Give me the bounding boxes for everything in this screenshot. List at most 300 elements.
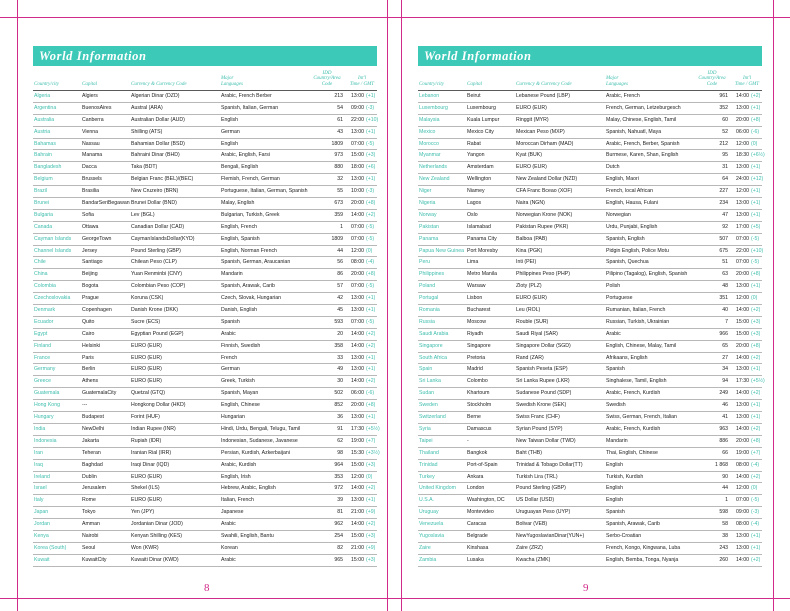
- country-cell: Ireland: [34, 473, 50, 480]
- capital-cell: Bucharest: [467, 307, 491, 314]
- currency-cell: Spanish Peseta (ESP): [516, 366, 568, 373]
- header-country: Country/city: [34, 81, 59, 87]
- local-time-cell: 18:30: [736, 152, 749, 159]
- capital-cell: Colombo: [467, 378, 488, 385]
- local-time-cell: 07:00: [736, 235, 749, 242]
- local-time-cell: 18:00: [351, 164, 364, 171]
- capital-cell: London: [467, 485, 485, 492]
- languages-cell: Spanish, Arawak, Carib: [606, 521, 660, 528]
- country-cell: Bulgaria: [34, 211, 54, 218]
- currency-cell: Mexican Peso (MXP): [516, 128, 565, 135]
- capital-cell: Port-of-Spain: [467, 461, 498, 468]
- gmt-offset-cell: (-5): [366, 140, 375, 147]
- currency-cell: Swiss Franc (CHF): [516, 414, 560, 421]
- capital-cell: Sofia: [82, 211, 94, 218]
- local-time-cell: 17:30: [736, 378, 749, 385]
- idd-code-cell: 1: [340, 223, 343, 230]
- table-row: [33, 483, 377, 495]
- margin-line-left: [17, 0, 18, 611]
- gmt-offset-cell: (+1): [751, 211, 761, 218]
- country-cell: Ecuador: [34, 318, 54, 325]
- local-time-cell: 14:00: [351, 521, 364, 528]
- currency-cell: Singapore Dollar (SGD): [516, 342, 571, 349]
- languages-cell: English, Hausa, Fulani: [606, 200, 658, 207]
- table-row: [418, 412, 762, 424]
- local-time-cell: 20:00: [736, 116, 749, 123]
- table-row: [418, 222, 762, 234]
- table-row: [418, 376, 765, 388]
- idd-code-cell: 64: [722, 176, 728, 183]
- country-cell: Indonesia: [34, 437, 57, 444]
- languages-cell: Arabic, French, Kurdish: [606, 425, 661, 432]
- idd-code-cell: 44: [337, 247, 343, 254]
- local-time-cell: 13:00: [736, 544, 749, 551]
- languages-cell: Spanish: [606, 509, 625, 516]
- currency-cell: Leu (ROL): [516, 307, 541, 314]
- languages-cell: English, Maori: [606, 176, 639, 183]
- currency-cell: New Zealand Dollar (NZD): [516, 176, 578, 183]
- table-row: [418, 139, 762, 151]
- table-row: [33, 127, 377, 139]
- languages-cell: Arabic, Kurdish: [221, 461, 257, 468]
- languages-cell: Arabic, French, Berber, Spanish: [606, 140, 680, 147]
- languages-cell: Hungarian: [221, 414, 245, 421]
- table-row: [33, 460, 377, 472]
- table-row: [33, 531, 377, 543]
- gmt-offset-cell: (-5): [751, 235, 760, 242]
- gmt-offset-cell: (+1): [366, 93, 376, 99]
- idd-code-cell: 675: [719, 247, 728, 254]
- country-cell: Italy: [34, 497, 44, 504]
- table-row: [33, 543, 377, 555]
- languages-cell: Arabic: [221, 556, 236, 563]
- languages-cell: Rumanian, Italian, French: [606, 307, 666, 314]
- gmt-offset-cell: (+8): [366, 402, 376, 409]
- gmt-offset-cell: (+8): [751, 271, 761, 278]
- country-cell: Mexico: [419, 128, 436, 135]
- table-row: [418, 388, 762, 400]
- country-cell: Hong Kong: [34, 402, 60, 409]
- languages-cell: Greek, Turkish: [221, 378, 255, 385]
- margin-line-gutter-right: [401, 0, 402, 611]
- gmt-offset-cell: (+1): [751, 200, 761, 207]
- currency-cell: Kyat (BUK): [516, 152, 542, 159]
- local-time-cell: 14:00: [736, 425, 749, 432]
- currency-cell: Sucre (ECS): [131, 318, 161, 325]
- idd-code-cell: 965: [334, 556, 343, 563]
- table-row: [33, 364, 377, 376]
- country-cell: France: [34, 354, 51, 361]
- table-row: [418, 257, 762, 269]
- languages-cell: French, German, Letzeburgesch: [606, 104, 681, 111]
- country-cell: Guatemala: [34, 390, 60, 397]
- table-row: [418, 174, 762, 186]
- table-row: [418, 531, 762, 543]
- local-time-cell: 10:00: [351, 188, 364, 195]
- table-row: [418, 103, 762, 115]
- currency-cell: Trinidad & Tobago Dollar(TT): [516, 461, 583, 468]
- capital-cell: Nairobi: [82, 532, 99, 539]
- currency-cell: Hongkong Dollar (HKD): [131, 402, 186, 409]
- languages-cell: French: [221, 354, 238, 361]
- capital-cell: Berlin: [82, 366, 96, 373]
- header-languages: Major Languages: [221, 76, 243, 87]
- capital-cell: Copenhagen: [82, 307, 112, 314]
- country-cell: Syria: [419, 425, 431, 432]
- table-row: [418, 293, 762, 305]
- local-time-cell: 13:00: [351, 93, 364, 99]
- local-time-cell: 19:00: [351, 437, 364, 444]
- capital-cell: Bangkok: [467, 449, 488, 456]
- country-cell: Venezuela: [419, 521, 444, 528]
- idd-code-cell: 243: [719, 544, 728, 551]
- gmt-offset-cell: (+1): [366, 366, 376, 373]
- table-row: [418, 305, 762, 317]
- local-time-cell: 13:00: [736, 211, 749, 218]
- capital-cell: Oslo: [467, 211, 478, 218]
- local-time-cell: 22:00: [351, 116, 364, 123]
- currency-cell: Brunei Dollar (BND): [131, 200, 177, 207]
- currency-cell: EURO (EUR): [131, 342, 162, 349]
- idd-code-cell: 61: [337, 116, 343, 123]
- country-cell: Sweden: [419, 402, 438, 409]
- country-cell: Saudi Arabia: [419, 330, 449, 337]
- currency-cell: Lev (BGL): [131, 211, 155, 218]
- gmt-offset-cell: (-6): [751, 128, 760, 135]
- header-currency: Currency & Currency Code: [516, 81, 572, 87]
- languages-cell: Portuguese: [606, 295, 633, 302]
- idd-code-cell: 58: [722, 521, 728, 528]
- table-row: [33, 103, 377, 115]
- country-cell: Kuwait: [34, 556, 50, 563]
- gmt-offset-cell: (+1): [751, 283, 761, 290]
- table-row: [33, 234, 377, 246]
- idd-code-cell: 46: [722, 402, 728, 409]
- local-time-cell: 13:00: [351, 307, 364, 314]
- margin-line-right: [773, 0, 774, 611]
- local-time-cell: 07:00: [351, 283, 364, 290]
- country-cell: Sri Lanka: [419, 378, 441, 385]
- capital-cell: Jersey: [82, 247, 98, 254]
- country-cell: Lebanon: [419, 93, 440, 99]
- gmt-offset-cell: (+2): [366, 485, 376, 492]
- table-row: [33, 424, 380, 436]
- gmt-offset-cell: (0): [751, 295, 758, 302]
- currency-cell: Algerian Dinar (DZD): [131, 93, 180, 99]
- table-row: [33, 293, 377, 305]
- capital-cell: Ankara: [467, 473, 484, 480]
- table-row: [418, 269, 762, 281]
- idd-code-cell: 57: [337, 283, 343, 290]
- currency-cell: Canadian Dollar (CAD): [131, 223, 185, 230]
- country-cell: Yugoslavia: [419, 532, 445, 539]
- table-row: [33, 115, 377, 127]
- country-cell: Jordan: [34, 521, 50, 528]
- idd-code-cell: 31: [722, 164, 728, 171]
- capital-cell: Vienna: [82, 128, 99, 135]
- capital-cell: Ottawa: [82, 223, 99, 230]
- capital-cell: Jakarta: [82, 437, 100, 444]
- currency-cell: EURO (EUR): [516, 104, 547, 111]
- languages-cell: Urdu, Punjabi, English: [606, 223, 658, 230]
- idd-code-cell: 38: [722, 532, 728, 539]
- gmt-offset-cell: (+10): [366, 116, 379, 123]
- table-row: [418, 329, 762, 341]
- country-table: [418, 91, 765, 567]
- languages-cell: Spanish, Mayan: [221, 390, 259, 397]
- idd-code-cell: 20: [337, 330, 343, 337]
- local-time-cell: 14:00: [736, 556, 749, 563]
- currency-cell: New Cruzeiro (BRN): [131, 188, 179, 195]
- local-time-cell: 07:00: [736, 259, 749, 266]
- currency-cell: EURO (EUR): [131, 497, 162, 504]
- languages-cell: Spanish: [606, 366, 625, 373]
- languages-cell: Korean: [221, 544, 238, 551]
- languages-cell: Spanish, German, Araucanian: [221, 259, 291, 266]
- section-title-banner: [33, 46, 377, 66]
- table-row: [33, 341, 377, 353]
- languages-cell: English: [606, 485, 624, 492]
- languages-cell: Swiss, German, French, Italian: [606, 414, 677, 421]
- capital-cell: Amman: [82, 521, 100, 528]
- gmt-offset-cell: (+2): [366, 211, 376, 218]
- table-row: [33, 174, 377, 186]
- languages-cell: English, Irish: [221, 473, 251, 480]
- idd-code-cell: 964: [334, 461, 343, 468]
- languages-cell: French, local African: [606, 188, 653, 195]
- languages-cell: Bengali, English: [221, 164, 259, 171]
- languages-cell: Bulgarian, Turkish, Greek: [221, 211, 280, 218]
- capital-cell: Cairo: [82, 330, 95, 337]
- capital-cell: NewDelhi: [82, 425, 105, 432]
- country-cell: Argentina: [34, 104, 57, 111]
- country-cell: Finland: [34, 342, 52, 349]
- country-cell: Hungary: [34, 414, 54, 421]
- country-cell: Philippines: [419, 271, 445, 278]
- idd-code-cell: 353: [334, 473, 343, 480]
- header-currency: Currency & Currency Code: [131, 81, 187, 87]
- capital-cell: BandarSeriBegawan: [82, 200, 130, 207]
- gmt-offset-cell: (-5): [751, 259, 760, 266]
- local-time-cell: 13:00: [351, 176, 364, 183]
- idd-code-cell: 56: [337, 259, 343, 266]
- currency-cell: Inti (PEI): [516, 259, 537, 266]
- currency-cell: New Taiwan Dollar (TWD): [516, 437, 576, 444]
- gmt-offset-cell: (+1): [751, 104, 761, 111]
- languages-cell: Arabic, French Berber: [221, 93, 272, 99]
- languages-cell: Spanish: [221, 318, 240, 325]
- local-time-cell: 13:00: [736, 414, 749, 421]
- country-cell: New Zealand: [419, 176, 450, 183]
- languages-cell: Arabic, English, Farsi: [221, 152, 271, 159]
- gmt-offset-cell: (+2): [751, 93, 761, 99]
- page-number-left: 8: [204, 582, 210, 594]
- local-time-cell: 13:00: [736, 532, 749, 539]
- languages-cell: Spanish, Nahuatl, Maya: [606, 128, 662, 135]
- country-table: [33, 91, 380, 567]
- section-title-banner: [418, 46, 762, 66]
- currency-cell: Kenyan Shilling (KES): [131, 532, 183, 539]
- local-time-cell: 15:30: [351, 449, 364, 456]
- currency-cell: CaymanIslandsDollar(KYD): [131, 235, 195, 242]
- idd-code-cell: 249: [719, 390, 728, 397]
- table-row: [418, 460, 762, 472]
- header-idd: IDD Country/Area Code: [313, 70, 341, 87]
- languages-cell: Indonesian, Sudanese, Javanese: [221, 437, 298, 444]
- idd-code-cell: 7: [725, 318, 728, 325]
- local-time-cell: 24:00: [736, 176, 749, 183]
- currency-cell: Forint (HUF): [131, 414, 160, 421]
- country-cell: Niger: [419, 188, 432, 195]
- currency-cell: Pakistan Rupee (PKR): [516, 223, 569, 230]
- table-row: [418, 507, 762, 519]
- idd-code-cell: 962: [334, 521, 343, 528]
- capital-cell: Kuala Lumpur: [467, 116, 500, 123]
- table-row: [33, 555, 377, 567]
- capital-cell: Rabat: [467, 140, 481, 147]
- languages-cell: English: [606, 461, 624, 468]
- local-time-cell: 13:00: [736, 283, 749, 290]
- gmt-offset-cell: (+2): [751, 473, 761, 480]
- idd-code-cell: 91: [337, 425, 343, 432]
- local-time-cell: 13:00: [351, 366, 364, 373]
- capital-cell: GeorgeTown: [82, 235, 112, 242]
- country-cell: Romania: [419, 307, 440, 314]
- languages-cell: Russian, Turkish, Ukrainian: [606, 318, 670, 325]
- capital-cell: Tokyo: [82, 509, 96, 516]
- table-row: [418, 483, 762, 495]
- country-cell: Iraq: [34, 461, 43, 468]
- country-cell: Spain: [419, 366, 433, 373]
- languages-cell: English, Bemba, Tonga, Nyanja: [606, 556, 679, 563]
- gmt-offset-cell: (-5): [366, 235, 375, 242]
- gmt-offset-cell: (+5): [751, 223, 761, 230]
- currency-cell: EURO (EUR): [131, 354, 162, 361]
- capital-cell: Algiers: [82, 93, 98, 99]
- margin-line-top: [0, 17, 790, 18]
- languages-cell: Arabic, French: [606, 93, 640, 99]
- languages-cell: Pidgin English, Police Motu: [606, 247, 669, 254]
- country-cell: Kenya: [34, 532, 49, 539]
- currency-cell: Turkish Lira (TRL): [516, 473, 558, 480]
- gmt-offset-cell: (+8): [366, 271, 376, 278]
- currency-cell: Rupiah (IDR): [131, 437, 162, 444]
- currency-cell: Won (KWR): [131, 544, 159, 551]
- idd-code-cell: 1809: [331, 235, 343, 242]
- margin-line-bottom: [0, 598, 790, 599]
- currency-cell: Uruguayan Peso (UYP): [516, 509, 571, 516]
- currency-cell: Swedish Krone (SEK): [516, 402, 567, 409]
- country-cell: Papua New Guinea: [419, 247, 464, 254]
- header-languages: Major Languages: [606, 76, 628, 87]
- local-time-cell: 20:00: [736, 342, 749, 349]
- capital-cell: Khartoum: [467, 390, 490, 397]
- idd-code-cell: 852: [334, 402, 343, 409]
- currency-cell: Zaire (ZRZ): [516, 544, 543, 551]
- languages-cell: Arabic: [221, 521, 236, 528]
- capital-cell: Mexico City: [467, 128, 494, 135]
- idd-code-cell: 45: [337, 307, 343, 314]
- table-row: [418, 555, 762, 567]
- country-cell: Peru: [419, 259, 430, 266]
- gmt-offset-cell: (+1): [366, 307, 376, 314]
- country-cell: South Africa: [419, 354, 447, 361]
- left-page: [33, 46, 380, 567]
- languages-cell: Arabic, French, Kurdish: [606, 390, 661, 397]
- capital-cell: Lagos: [467, 200, 482, 207]
- gmt-offset-cell: (+2): [751, 425, 761, 432]
- country-cell: Cayman Islands: [34, 235, 72, 242]
- country-cell: Channel Islands: [34, 247, 72, 254]
- country-cell: Iran: [34, 449, 43, 456]
- capital-cell: Lima: [467, 259, 479, 266]
- gmt-offset-cell: (-4): [751, 521, 760, 528]
- idd-code-cell: 30: [337, 378, 343, 385]
- currency-cell: EURO (EUR): [516, 164, 547, 171]
- currency-cell: Yen (JPY): [131, 509, 155, 516]
- languages-cell: Czech, Slovak, Hungarian: [221, 295, 281, 302]
- languages-cell: Japanese: [221, 509, 244, 516]
- currency-cell: Bahraini Dinar (BHD): [131, 152, 180, 159]
- capital-cell: Beijing: [82, 271, 98, 278]
- country-cell: Colombia: [34, 283, 56, 290]
- country-cell: Trinidad: [419, 461, 438, 468]
- table-row: [33, 269, 377, 281]
- gmt-offset-cell: (-3): [366, 188, 375, 195]
- currency-cell: Shekel (ILS): [131, 485, 160, 492]
- country-cell: Czechoslovakia: [34, 295, 71, 302]
- page-number-right: 9: [583, 582, 589, 594]
- capital-cell: Budapest: [82, 414, 104, 421]
- country-cell: Japan: [34, 509, 49, 516]
- capital-cell: Luxembourg: [467, 104, 496, 111]
- capital-cell: Seoul: [82, 544, 96, 551]
- currency-cell: Naira (NGN): [516, 200, 545, 207]
- languages-cell: English, Spanish: [221, 235, 260, 242]
- languages-cell: Mandarin: [221, 271, 243, 278]
- capital-cell: Athens: [82, 378, 99, 385]
- currency-cell: Iranian Rial (IRR): [131, 449, 172, 456]
- header-time: Int'l Time / GMT: [349, 76, 375, 87]
- languages-cell: Danish, English: [221, 307, 258, 314]
- table-row: [33, 376, 377, 388]
- capital-cell: Amsterdam: [467, 164, 494, 171]
- gmt-offset-cell: (+10): [751, 247, 764, 254]
- capital-cell: Stockholm: [467, 402, 492, 409]
- table-row: [33, 412, 377, 424]
- country-cell: India: [34, 425, 46, 432]
- currency-cell: US Dollar (USD): [516, 497, 555, 504]
- gmt-offset-cell: (+3): [366, 556, 376, 563]
- currency-cell: CFA Franc Bceao (XOF): [516, 188, 573, 195]
- currency-cell: Ringgit (MYR): [516, 116, 549, 123]
- local-time-cell: 14:00: [351, 485, 364, 492]
- local-time-cell: 20:00: [736, 437, 749, 444]
- currency-cell: EURO (EUR): [131, 378, 162, 385]
- country-cell: Sudan: [419, 390, 435, 397]
- table-row: [33, 246, 377, 258]
- gmt-offset-cell: (+1): [366, 497, 376, 504]
- table-row: [418, 400, 762, 412]
- capital-cell: Bogota: [82, 283, 99, 290]
- gmt-offset-cell: (+8): [751, 116, 761, 123]
- local-time-cell: 15:00: [351, 461, 364, 468]
- header-capital: Capital: [467, 81, 483, 87]
- country-cell: Luxembourg: [419, 104, 448, 111]
- gmt-offset-cell: (+9): [366, 509, 376, 516]
- gmt-offset-cell: (+12): [751, 176, 764, 183]
- idd-code-cell: 90: [722, 473, 728, 480]
